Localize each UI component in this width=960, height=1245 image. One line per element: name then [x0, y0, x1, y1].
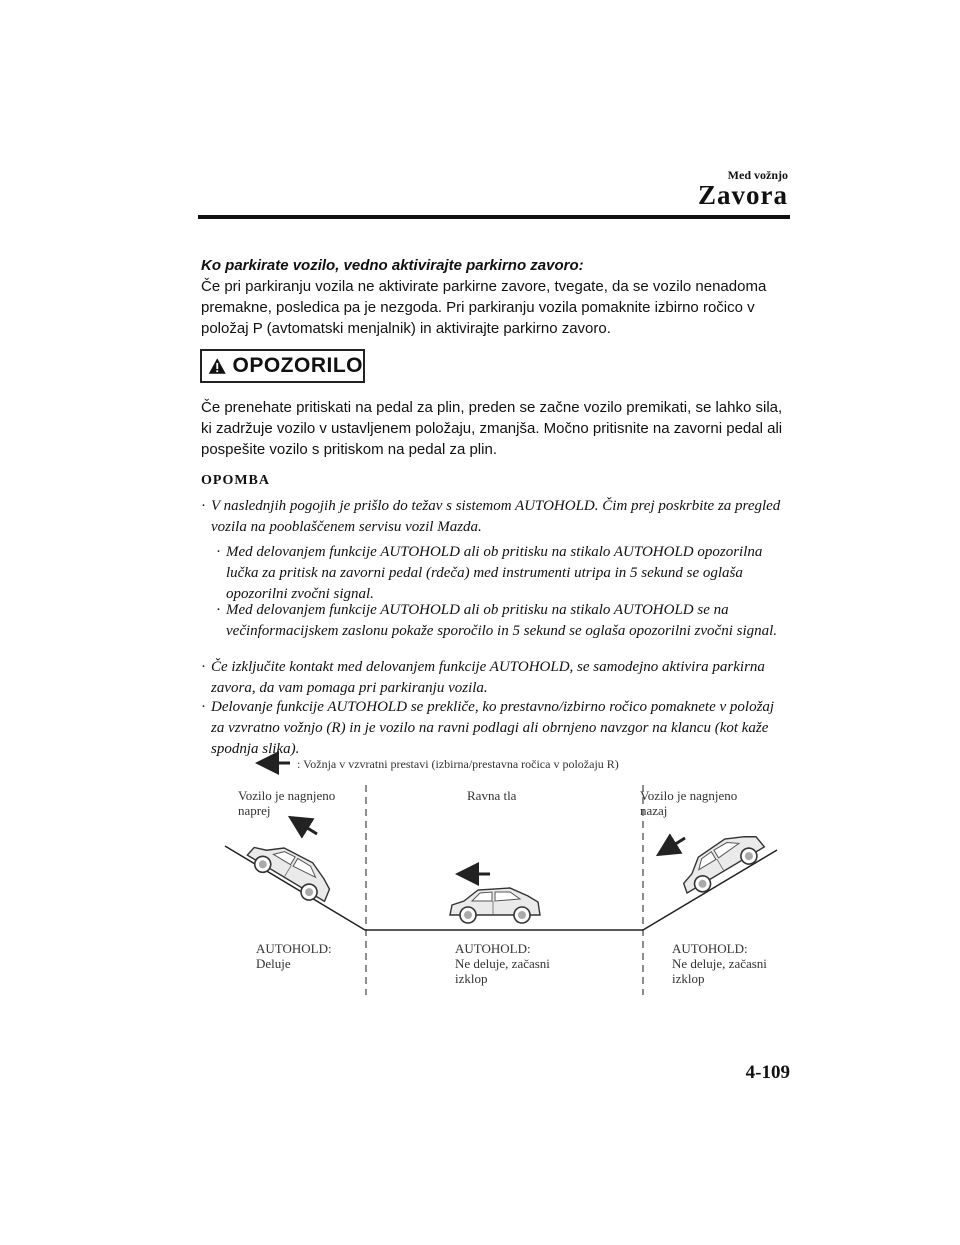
diagram-legend: : Vožnja v vzvratni prestavi (izbirna/prestavna ročica v položaju R) — [297, 757, 619, 771]
note-sub-bullet — [216, 542, 791, 605]
bullet-text: Če izključite kontakt med delovanjem funkcije AUTOHOLD, se samodejno aktivira parkirna zavora, da vam pomaga pri parkiranju vozila. — [211, 659, 765, 696]
car-forward-incline — [243, 832, 338, 908]
note-bullet — [201, 657, 791, 699]
warning-label: OPOZORILO — [232, 354, 363, 377]
scene-title-forward: Vozilo je nagnjeno naprej — [238, 788, 336, 818]
bullet-dot: · — [216, 544, 221, 560]
car-backward-incline — [673, 824, 768, 900]
scene-title-flat: Ravna tla — [467, 788, 517, 803]
car-flat — [450, 888, 540, 923]
bullet-dot: · — [201, 659, 206, 675]
bullet-dot: · — [201, 699, 206, 715]
note-sub-bullet — [216, 600, 791, 642]
warning-body: Če prenehate pritiskati na pedal za plin, preden se začne vozilo premikati, se lahko sila, ki zadržuje vozilo v ustavljenem položaju, zmanjša. Močno pritisnite na zavorni pedal ali pospešite vozilo s pritiskom na pedal za plin. — [201, 399, 783, 458]
parking-heading: Ko parkirate vozilo, vedno aktivirajte parkirno zavoro: — [201, 257, 584, 274]
header-rule — [198, 215, 790, 219]
reverse-arrow-icon — [661, 838, 685, 853]
reverse-arrow-icon — [293, 819, 317, 834]
scene-title-backward: Vozilo je nagnjeno nazaj — [640, 788, 738, 818]
bullet-text: V naslednjih pogojih je prišlo do težav s sistemom AUTOHOLD. Čim prej poskrbite za pregled vozila na pooblaščenem servisu vozil Mazda. — [211, 498, 781, 535]
section-label: Med vožnjo — [727, 168, 788, 182]
bullet-dot: · — [216, 602, 221, 618]
page-number: 4-109 — [745, 1062, 790, 1083]
chapter-title: Zavora — [698, 180, 788, 210]
warning-triangle-icon — [208, 355, 227, 377]
warning-box — [200, 349, 365, 383]
bullet-text: Med delovanjem funkcije AUTOHOLD ali ob pritisku na stikalo AUTOHOLD se na večinformacijskem zaslonu pokaže sporočilo in 5 sekund se oglaša opozorilni zvočni signal. — [226, 602, 778, 639]
bullet-dot: · — [201, 498, 206, 514]
scene-status-flat: AUTOHOLD: Ne deluje, začasni izklop — [455, 941, 550, 986]
note-title: OPOMBA — [201, 473, 270, 488]
note-bullet — [201, 496, 791, 538]
bullet-text: Delovanje funkcije AUTOHOLD se prekliče, ko prestavno/izbirno ročico pomaknete v položaj za vzvratno vožnjo (R) in je vozilo na ravni podlagi ali obrnjeno navzgor na klancu (kot kaže spodnja slika). — [211, 699, 775, 757]
autohold-diagram — [215, 750, 785, 1000]
scene-status-backward: AUTOHOLD: Ne deluje, začasni izklop — [672, 941, 767, 986]
parking-body: Če pri parkiranju vozila ne aktivirate parkirne zavore, tvegate, da se vozilo nenadoma premakne, posledica pa je nezgoda. Pri parkiranju vozila pomaknite izbirno ročico v položaj P (avtomatski menjalnik) in aktivirajte parkirno zavoro. — [201, 278, 767, 337]
scene-status-forward: AUTOHOLD: Deluje — [256, 941, 332, 971]
bullet-text: Med delovanjem funkcije AUTOHOLD ali ob pritisku na stikalo AUTOHOLD opozorilna lučka za pritisk na zavorni pedal (rdeča) med instrumenti utripa in 5 sekund se oglaša opozorilni zvočni signal. — [226, 544, 763, 602]
